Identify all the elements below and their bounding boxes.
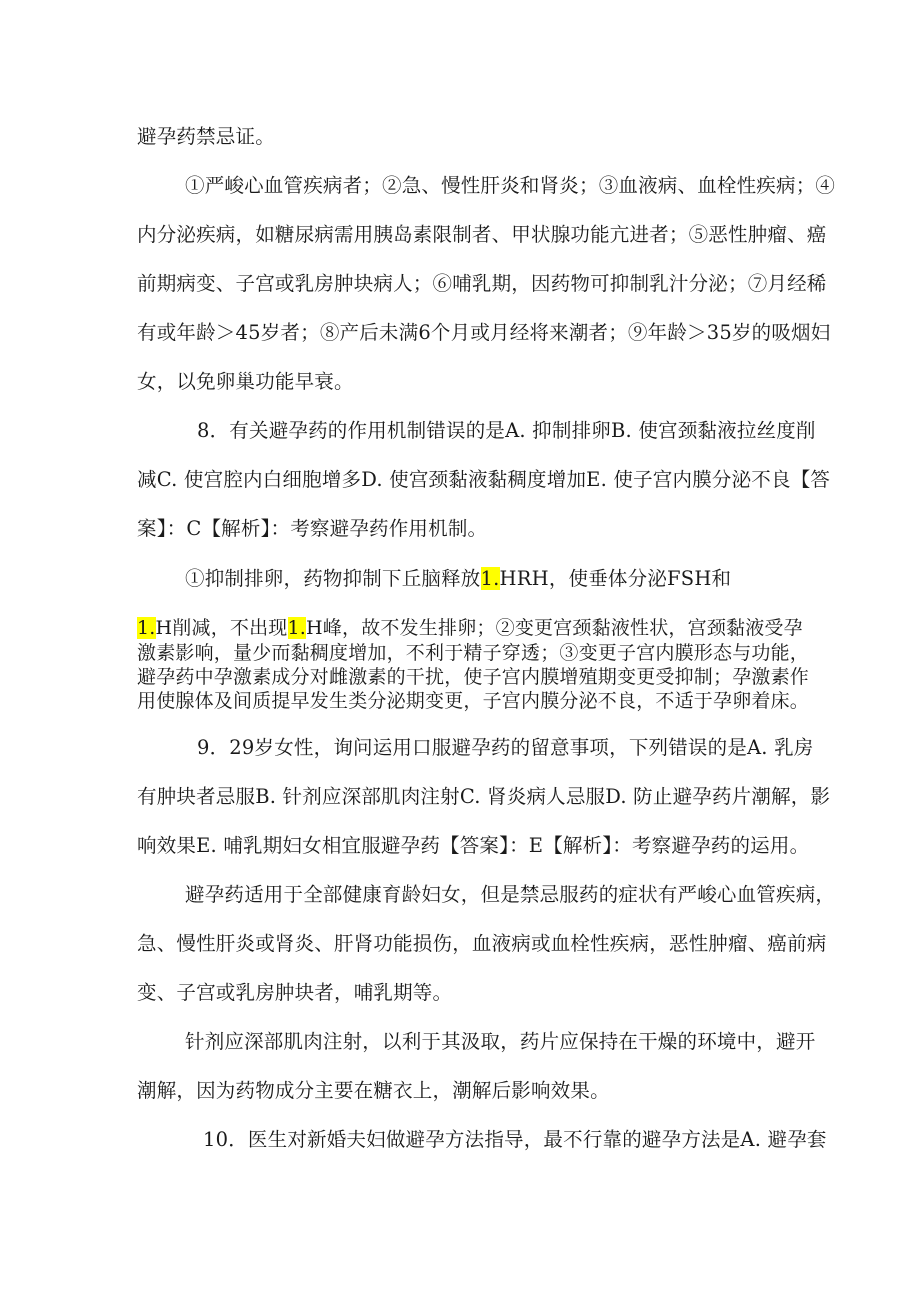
paragraph-line: 急、慢性肝炎或肾炎、肝肾功能损伤，血液病或血栓性疾病，恶性肿瘤、癌前病 bbox=[137, 932, 827, 955]
paragraph-line: 针剂应深部肌肉注射，以利于其汲取，药片应保持在干燥的环境中，避开 bbox=[185, 1030, 816, 1053]
paragraph-line: 有肿块者忌服B. 针剂应深部肌肉注射C. 肾炎病人忌服D. 防止避孕药片潮解，影 bbox=[137, 785, 831, 808]
text-span: HRH，使垂体分泌FSH和 bbox=[499, 567, 732, 590]
paragraph-line: 内分泌疾病，如糖尿病需用胰岛素限制者、甲状腺功能亢进者；⑤恶性肿瘤、癌 bbox=[137, 223, 827, 246]
paragraph-line: 避孕药中孕激素成分对雌激素的干扰，使子宫内膜增殖期变更受抑制；孕激素作 bbox=[137, 666, 810, 688]
question-10-line: 10．医生对新婚夫妇做避孕方法指导，最不行靠的避孕方法是A. 避孕套 bbox=[203, 1128, 827, 1151]
paragraph-line: 案】：C【解析】：考察避孕药作用机制。 bbox=[137, 517, 488, 540]
highlighted-text: 1. bbox=[287, 617, 307, 639]
paragraph-line: ①严峻心血管疾病者；②急、慢性肝炎和肾炎；③血液病、血栓性疾病；④ bbox=[185, 174, 836, 197]
paragraph-line bbox=[137, 616, 803, 640]
question-8-line: 8．有关避孕药的作用机制错误的是A. 抑制排卵B. 使宫颈黏液拉丝度削 bbox=[197, 419, 816, 442]
paragraph-line: 用使腺体及间质提早发生类分泌期变更，子宫内膜分泌不良，不适于孕卵着床。 bbox=[137, 690, 810, 712]
paragraph-line: 减C. 使宫腔内白细胞增多D. 使宫颈黏液黏稠度增加E. 使子宫内膜分泌不良【答 bbox=[137, 468, 831, 491]
highlighted-text: 1. bbox=[480, 567, 500, 590]
text-span: ①抑制排卵，药物抑制下丘脑释放 bbox=[185, 567, 481, 590]
paragraph-line: 有或年龄＞45岁者；⑧产后未满6个月或月经将来潮者；⑨年龄＞35岁的吸烟妇 bbox=[137, 321, 831, 344]
paragraph-line: 女，以免卵巢功能早衰。 bbox=[137, 370, 354, 393]
paragraph-line: 变、子宫或乳房肿块者，哺乳期等。 bbox=[137, 981, 453, 1004]
text-span: H峰，故不发生排卵；②变更宫颈黏液性状，宫颈黏液受孕 bbox=[306, 617, 803, 639]
paragraph-line: 潮解，因为药物成分主要在糖衣上，潮解后影响效果。 bbox=[137, 1079, 610, 1102]
paragraph-line: 避孕药适用于全部健康育龄妇女，但是禁忌服药的症状有严峻心血管疾病， bbox=[185, 883, 836, 906]
paragraph-line: 响效果E. 哺乳期妇女相宜服避孕药【答案】：E【解析】：考察避孕药的运用。 bbox=[137, 834, 810, 857]
paragraph-line: 激素影响，量少而黏稠度增加，不利于精子穿透；③变更子宫内膜形态与功能， bbox=[137, 642, 810, 664]
text-span: H削减，不出现 bbox=[155, 617, 288, 639]
paragraph-line bbox=[185, 566, 731, 592]
paragraph-line: 前期病变、子宫或乳房肿块病人；⑥哺乳期，因药物可抑制乳汁分泌；⑦月经稀 bbox=[137, 272, 827, 295]
question-9-line: 9．29岁女性，询问运用口服避孕药的留意事项，下列错误的是A. 乳房 bbox=[197, 736, 814, 759]
highlighted-text: 1. bbox=[137, 617, 156, 639]
paragraph-line: 避孕药禁忌证。 bbox=[137, 125, 275, 148]
